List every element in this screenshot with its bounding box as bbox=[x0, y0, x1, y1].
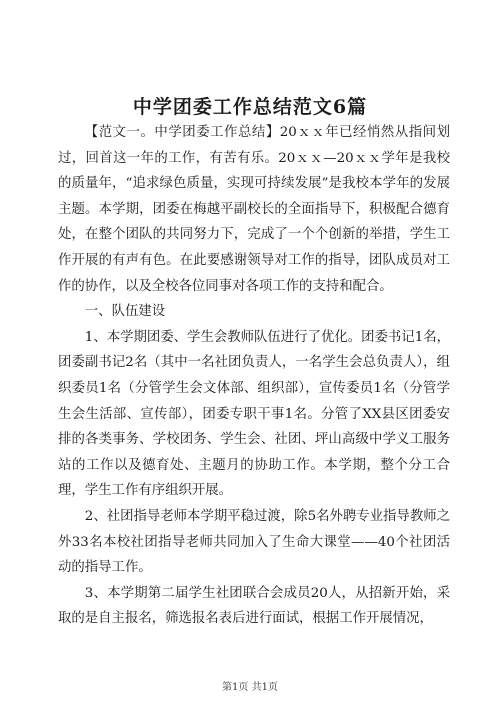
paragraph-item-2: 2、社团指导老师本学期平稳过渡，除5名外聘专业指导教师之外33名本校社团指导老师共同加入了生命大课堂——40个社团活动的指导工作。 bbox=[58, 508, 450, 576]
page-footer: 第1页 共1页 bbox=[222, 682, 278, 693]
document-body bbox=[58, 120, 450, 632]
document-title: 中学团委工作总结范文6篇 bbox=[132, 96, 368, 118]
section-heading-team-building: 一、队伍建设 bbox=[84, 304, 166, 320]
paragraph-item-3: 3、本学期第二届学生社团联合会成员20人，从招新开始，采取的是自主报名，筛选报名表后进行面试，根据工作开展情况， bbox=[58, 585, 450, 627]
intro-paragraph: 【范文一。中学团委工作总结】20ｘｘ年已经悄然从指间划过，回首这一年的工作，有苦有乐。20ｘｘ—20ｘｘ学年是我校的质量年，“追求绿色质量，实现可持续发展”是我校本学年的发展主题。本学期，团委在梅越平副校长的全面指导下，积极配合德育处，在整个团队的共同努力下，完成了一个个创新的举措，学生工作开展的有声有色。在此要感谢领导对工作的指导，团队成员对工作的协作，以及全校各位同事对各项工作的支持和配合。 bbox=[58, 125, 450, 294]
paragraph-item-1: 1、本学期团委、学生会教师队伍进行了优化。团委书记1名，团委副书记2名（其中一名社团负责人，一名学生会总负责人），组织委员1名（分管学生会文体部、组织部），宣传委员1名（分管学生会生活部、宣传部），团委专职干事1名。分管了XX县区团委安排的各类事务、学校团务、学生会、社团、坪山高级中学义工服务站的工作以及德育处、主题月的协助工作。本学期，整个分工合理，学生工作有序组织开展。 bbox=[58, 329, 450, 499]
